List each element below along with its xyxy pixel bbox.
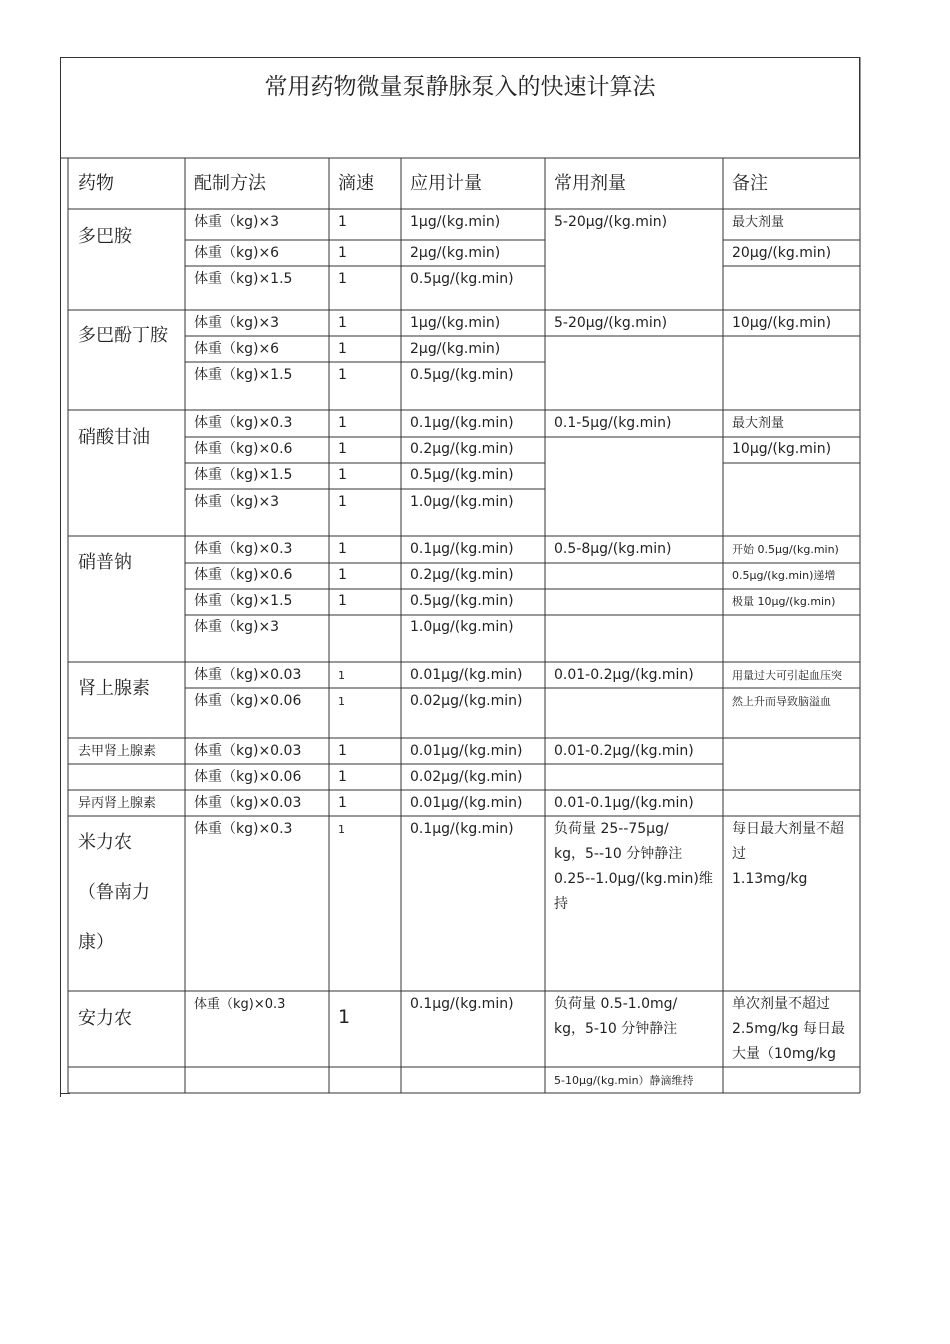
- note-cell: 10μg/(kg.min): [732, 315, 832, 331]
- dose-cell: 0.01μg/(kg.min): [410, 743, 523, 759]
- common-dose-line: 负荷量 25--75μg/: [554, 821, 669, 837]
- method-cell: 体重（kg)×6: [194, 341, 280, 357]
- header-drip: 滴速: [338, 173, 374, 194]
- method-cell: 体重（kg)×0.6: [194, 567, 293, 583]
- dose-cell: 1μg/(kg.min): [410, 214, 501, 230]
- dose-cell: 0.1μg/(kg.min): [410, 415, 514, 431]
- dose-cell: 0.5μg/(kg.min): [410, 593, 514, 609]
- drip-cell: 1: [338, 567, 347, 583]
- drip-cell: 1: [338, 669, 345, 682]
- common-dose-cell: 0.01-0.2μg/(kg.min): [554, 667, 694, 683]
- dose-cell: 2μg/(kg.min): [410, 341, 501, 357]
- drug-name: 硝酸甘油: [78, 427, 150, 448]
- drip-cell: 1: [338, 441, 347, 457]
- drug-name: 去甲肾上腺素: [78, 744, 157, 759]
- dose-cell: 1.0μg/(kg.min): [410, 619, 514, 635]
- dose-cell: 0.01μg/(kg.min): [410, 667, 523, 683]
- dose-cell: 0.2μg/(kg.min): [410, 567, 514, 583]
- drip-cell: 1: [338, 341, 347, 357]
- drip-cell: 1: [338, 823, 345, 836]
- drip-cell: 1: [338, 367, 347, 383]
- common-dose-cell: 5-20μg/(kg.min): [554, 315, 668, 331]
- dose-cell: 0.1μg/(kg.min): [410, 821, 514, 837]
- common-dose-cell: 0.01-0.1μg/(kg.min): [554, 795, 694, 811]
- common-dose-cell: [554, 992, 677, 1042]
- method-cell: 体重（kg)×0.3: [194, 997, 286, 1012]
- header-common: 常用剂量: [554, 173, 626, 194]
- common-dose-cell: 0.01-0.2μg/(kg.min): [554, 743, 694, 759]
- method-cell: 体重（kg)×3: [194, 619, 280, 635]
- method-cell: 体重（kg)×1.5: [194, 367, 293, 383]
- common-dose-line: kg，5-10 分钟静注: [554, 1021, 678, 1037]
- method-cell: 体重（kg)×0.03: [194, 667, 302, 683]
- drug-name-line: 米力农: [78, 832, 132, 853]
- drip-cell: 1: [338, 271, 347, 287]
- drug-name-line: 康）: [78, 932, 114, 953]
- dose-cell: 0.1μg/(kg.min): [410, 996, 514, 1012]
- common-dose-cell: 0.1-5μg/(kg.min): [554, 415, 672, 431]
- note-cell: 最大剂量: [732, 416, 785, 431]
- common-dose-line: 负荷量 0.5-1.0mg/: [554, 996, 678, 1012]
- common-dose-cell: 0.5-8μg/(kg.min): [554, 541, 672, 557]
- drip-cell: 1: [338, 415, 347, 431]
- common-dose-line: 0.25--1.0μg/(kg.min)维: [554, 871, 713, 887]
- dose-cell: 0.5μg/(kg.min): [410, 467, 514, 483]
- note-cell: 10μg/(kg.min): [732, 441, 832, 457]
- note-line: 1.13mg/kg: [732, 871, 808, 887]
- common-dose-line: 持: [554, 896, 568, 912]
- dose-cell: 0.02μg/(kg.min): [410, 769, 523, 785]
- dose-cell: 0.5μg/(kg.min): [410, 271, 514, 287]
- page-title: 常用药物微量泵静脉泵入的快速计算法: [264, 74, 656, 100]
- dose-cell: 1μg/(kg.min): [410, 315, 501, 331]
- note-cell: 最大剂量: [732, 215, 785, 230]
- header-drug: 药物: [78, 173, 114, 194]
- common-dose-extra: 5-10μg/(kg.min）静滴维持: [554, 1074, 694, 1087]
- note-line: 单次剂量不超过: [732, 996, 830, 1012]
- drug-name: [78, 818, 150, 968]
- dose-cell: 2μg/(kg.min): [410, 245, 501, 261]
- note-cell: 极量 10μg/(kg.min): [732, 595, 836, 608]
- drip-cell: 1: [338, 1006, 351, 1028]
- note-cell: 用量过大可引起血压突: [732, 669, 842, 682]
- method-cell: 体重（kg)×1.5: [194, 593, 293, 609]
- drug-name: 多巴胺: [78, 226, 132, 247]
- common-dose-cell: 5-20μg/(kg.min): [554, 214, 668, 230]
- drip-cell: 1: [338, 743, 347, 759]
- common-dose-line: kg，5--10 分钟静注: [554, 846, 683, 862]
- header-notes: 备注: [732, 173, 768, 194]
- drip-cell: 1: [338, 214, 347, 230]
- drip-cell: 1: [338, 494, 347, 510]
- note-cell: 然上升而导致脑溢血: [732, 695, 831, 708]
- dose-cell: 0.5μg/(kg.min): [410, 367, 514, 383]
- note-line: 过: [732, 846, 746, 862]
- method-cell: 体重（kg)×0.06: [194, 769, 302, 785]
- drug-name: 安力农: [78, 1008, 132, 1029]
- header-applied: 应用计量: [410, 173, 482, 194]
- drug-name: 硝普钠: [78, 552, 132, 573]
- method-cell: 体重（kg)×0.3: [194, 821, 293, 837]
- note-line: 每日最大剂量不超: [732, 821, 844, 837]
- drug-name: 异丙肾上腺素: [78, 796, 157, 811]
- method-cell: 体重（kg)×1.5: [194, 271, 293, 287]
- common-dose-cell: [554, 817, 713, 917]
- dose-cell: 0.01μg/(kg.min): [410, 795, 523, 811]
- header-method: 配制方法: [194, 173, 266, 194]
- method-cell: 体重（kg)×0.6: [194, 441, 293, 457]
- method-cell: 体重（kg)×3: [194, 214, 280, 230]
- note-line: 2.5mg/kg 每日最: [732, 1021, 845, 1037]
- drug-name: 肾上腺素: [78, 678, 150, 699]
- drip-cell: 1: [338, 315, 347, 331]
- drip-cell: 1: [338, 593, 347, 609]
- drip-cell: 1: [338, 795, 347, 811]
- method-cell: 体重（kg)×0.3: [194, 415, 293, 431]
- drip-cell: 1: [338, 245, 347, 261]
- note-cell: 0.5μg/(kg.min)递增: [732, 569, 836, 582]
- note-cell: 开始 0.5μg/(kg.min): [732, 543, 839, 556]
- drip-cell: 1: [338, 467, 347, 483]
- method-cell: 体重（kg)×3: [194, 315, 280, 331]
- note-cell: [732, 817, 844, 892]
- drip-cell: 1: [338, 695, 345, 708]
- note-line: 大量（10mg/kg: [732, 1046, 837, 1062]
- drug-name-line: （鲁南力: [78, 882, 150, 903]
- dose-cell: 0.02μg/(kg.min): [410, 693, 523, 709]
- dose-cell: 0.2μg/(kg.min): [410, 441, 514, 457]
- method-cell: 体重（kg)×3: [194, 494, 280, 510]
- drip-cell: 1: [338, 541, 347, 557]
- dose-cell: 0.1μg/(kg.min): [410, 541, 514, 557]
- method-cell: 体重（kg)×0.03: [194, 743, 302, 759]
- drug-name: 多巴酚丁胺: [78, 325, 168, 346]
- method-cell: 体重（kg)×1.5: [194, 467, 293, 483]
- drip-cell: 1: [338, 769, 347, 785]
- method-cell: 体重（kg)×6: [194, 245, 280, 261]
- note-cell: [732, 992, 845, 1067]
- method-cell: 体重（kg)×0.03: [194, 795, 302, 811]
- method-cell: 体重（kg)×0.3: [194, 541, 293, 557]
- method-cell: 体重（kg)×0.06: [194, 693, 302, 709]
- dose-cell: 1.0μg/(kg.min): [410, 494, 514, 510]
- note-cell: 20μg/(kg.min): [732, 245, 832, 261]
